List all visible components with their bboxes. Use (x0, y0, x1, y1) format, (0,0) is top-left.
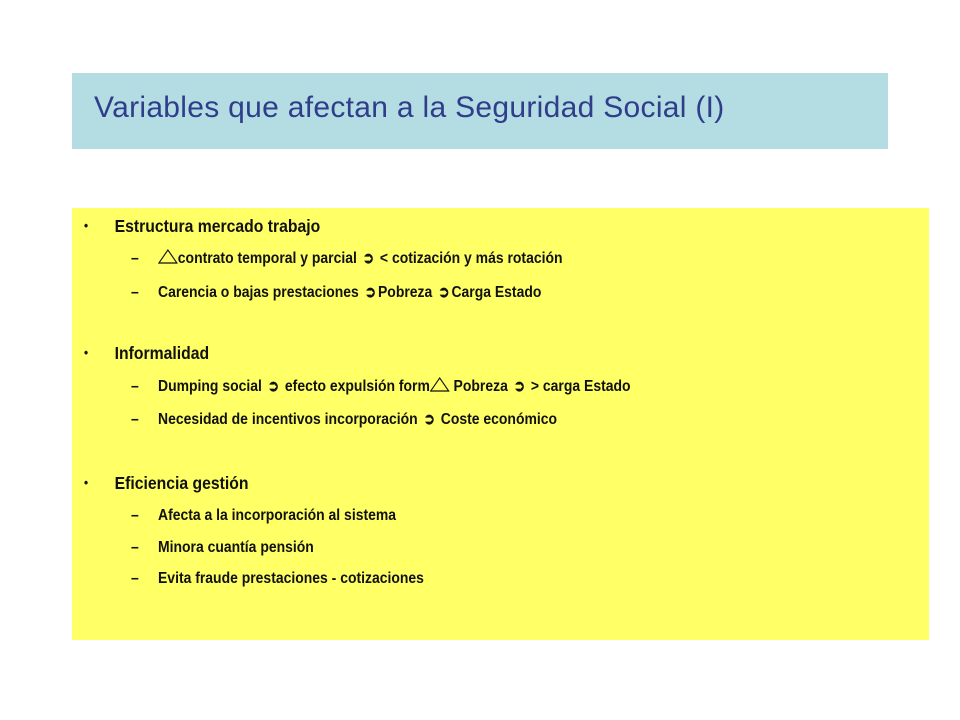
list-item-text: Pobreza (377, 284, 437, 301)
list-item-text: Dumping social (158, 378, 266, 395)
list-item-text: Evita fraude prestaciones - cotizaciones (158, 570, 424, 587)
section-heading-text: Informalidad (114, 343, 210, 363)
triangle-outline-icon (430, 377, 450, 392)
list-item-text: Afecta a la incorporación al sistema (158, 507, 397, 524)
list-item (131, 570, 424, 588)
dash-icon: – (131, 284, 139, 301)
list-item-text: Minora cuantía pensión (158, 539, 314, 556)
list-item (131, 377, 631, 396)
list-item-text: Carga Estado (451, 284, 542, 301)
section-heading-informalidad (84, 343, 209, 364)
list-item-text: Necesidad de incentivos incorporación (158, 411, 422, 428)
arrow-right-icon: ➲ (267, 378, 280, 395)
list-item-text: < cotización y más rotación (376, 250, 563, 267)
list-item (131, 283, 541, 302)
list-item-text: Coste económico (436, 411, 558, 428)
list-item-text: contrato temporal y parcial (177, 250, 361, 267)
dash-icon: – (131, 411, 139, 428)
dash-icon: – (131, 507, 139, 524)
triangle-outline-icon (158, 249, 178, 264)
list-item-text: > carga Estado (527, 378, 631, 395)
content-panel (72, 208, 929, 640)
list-item-text: Carencia o bajas prestaciones (158, 284, 363, 301)
arrow-right-icon: ➲ (364, 284, 377, 301)
list-item (131, 539, 314, 557)
bullet-icon: • (84, 344, 89, 360)
list-item (131, 249, 563, 268)
dash-icon: – (131, 570, 139, 587)
arrow-right-icon: ➲ (513, 378, 526, 395)
section-heading-text: Estructura mercado trabajo (114, 216, 321, 236)
slide-title: Variables que afectan a la Seguridad Social (I) (94, 91, 725, 124)
section-heading-eficiencia (84, 473, 249, 494)
section-heading-text: Eficiencia gestión (114, 473, 249, 493)
dash-icon: – (131, 539, 139, 556)
arrow-right-icon: ➲ (362, 250, 375, 267)
section-heading-estructura (84, 216, 320, 237)
list-item (131, 410, 557, 429)
list-item (131, 507, 396, 525)
arrow-right-icon: ➲ (423, 411, 436, 428)
arrow-right-icon: ➲ (437, 284, 450, 301)
bullet-icon: • (84, 217, 89, 233)
dash-icon: – (131, 250, 139, 267)
list-item-text: efecto expulsión form (281, 378, 430, 395)
bullet-icon: • (84, 474, 89, 490)
title-bar (72, 73, 888, 149)
dash-icon: – (131, 378, 139, 395)
list-item-text: Pobreza (449, 378, 512, 395)
